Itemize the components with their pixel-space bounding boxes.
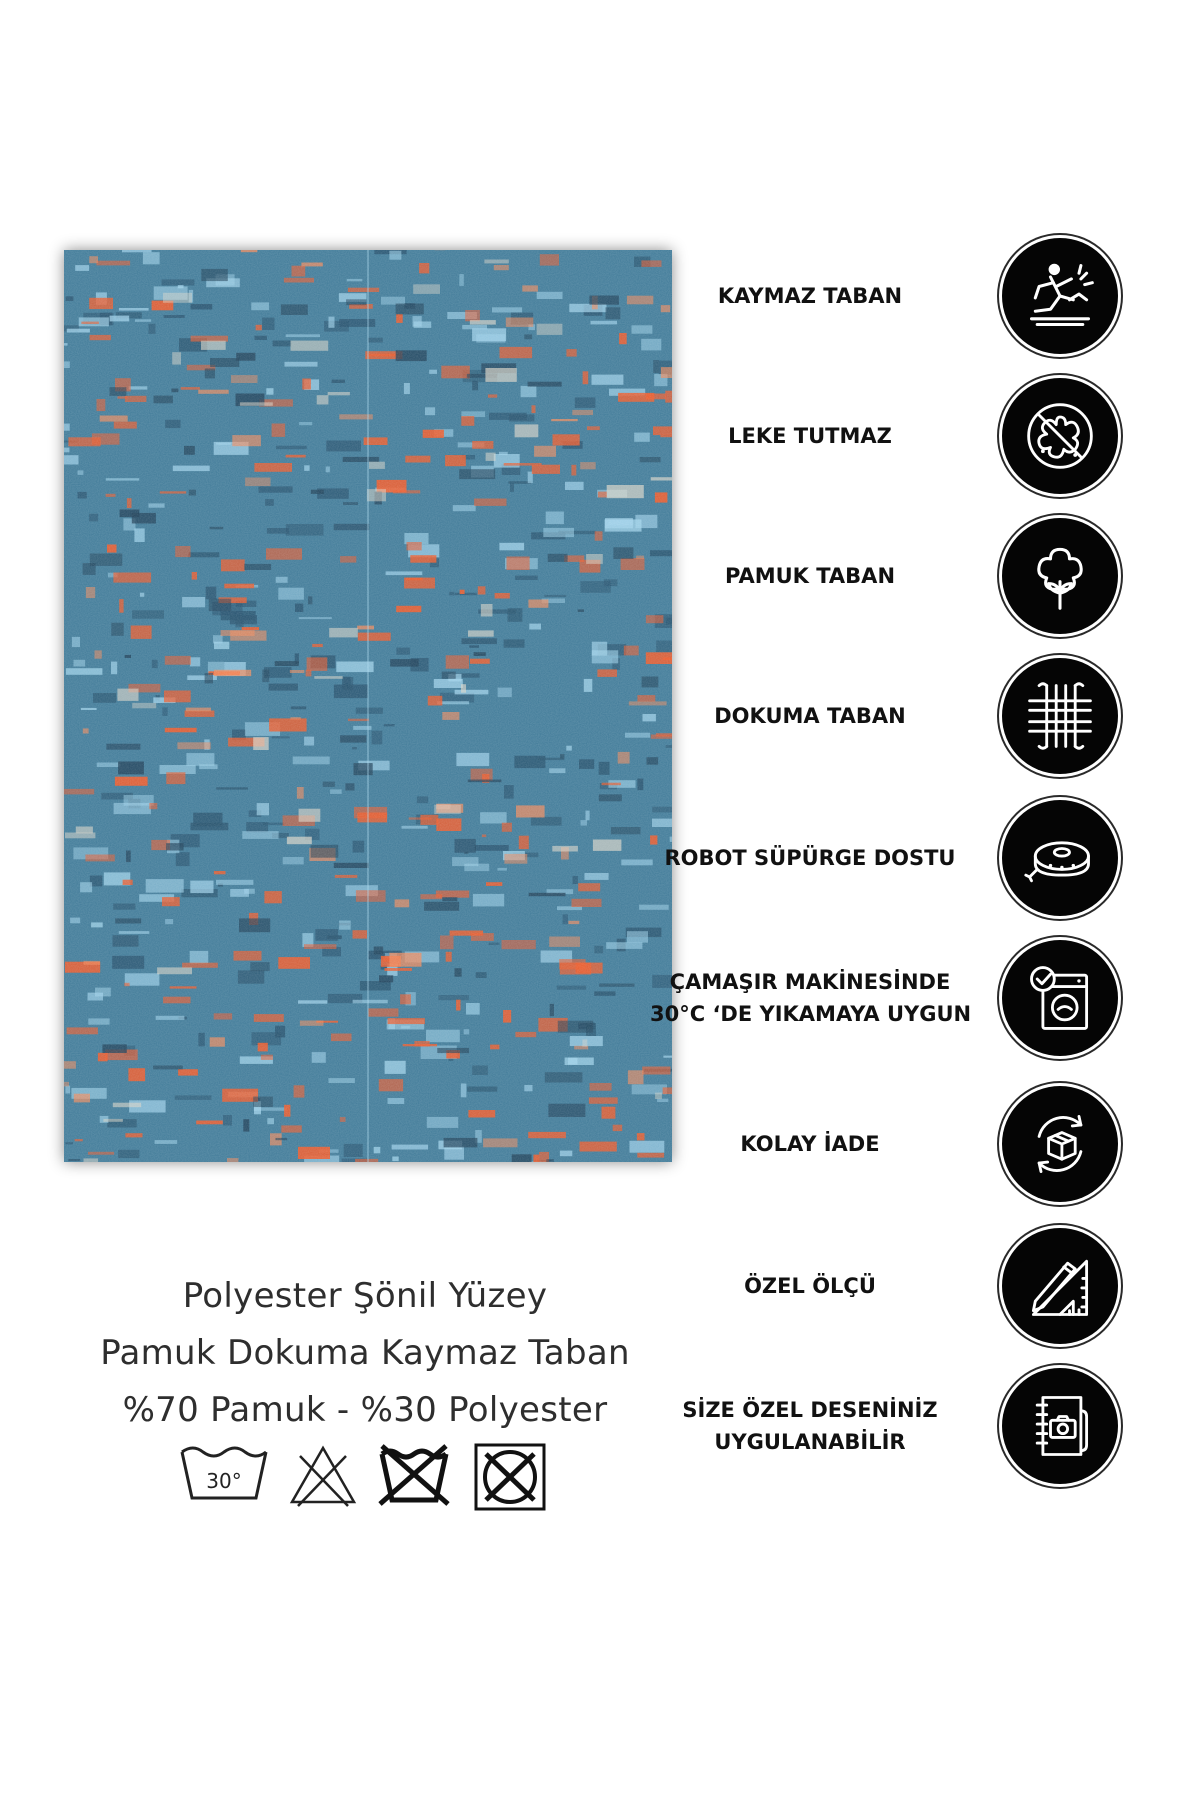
wash-30-icon xyxy=(178,1442,270,1508)
feature-label: DOKUMA TABAN xyxy=(714,704,906,728)
feature-item xyxy=(680,376,1150,496)
custom-size-icon xyxy=(1002,1228,1118,1344)
feature-item xyxy=(680,236,1150,356)
rug-pattern xyxy=(64,250,672,1162)
feature-label: KOLAY İADE xyxy=(740,1132,880,1156)
cotton-icon xyxy=(1002,518,1118,634)
robot-vacuum-icon xyxy=(1002,800,1118,916)
material-composition: %70 Pamuk - %30 Polyester xyxy=(122,1390,608,1430)
feature-item xyxy=(680,516,1150,636)
custom-pattern-icon xyxy=(1002,1368,1118,1484)
feature-item xyxy=(680,1084,1150,1204)
rug-image xyxy=(64,250,672,1162)
slip-resistant-icon xyxy=(1002,238,1118,354)
feature-item xyxy=(650,938,1150,1058)
feature-label: ÖZEL ÖLÇÜ xyxy=(744,1274,876,1298)
feature-item xyxy=(680,656,1150,776)
material-base: Pamuk Dokuma Kaymaz Taban xyxy=(100,1333,630,1373)
feature-label: ROBOT SÜPÜRGE DOSTU xyxy=(664,846,956,870)
stain-resistant-icon xyxy=(1002,378,1118,494)
feature-item xyxy=(680,1226,1150,1346)
woven-icon xyxy=(1002,658,1118,774)
material-surface: Polyester Şönil Yüzey xyxy=(182,1276,548,1316)
feature-label: ÇAMAŞIR MAKİNESİNDE 30°C ‘DE YIKAMAYA UYGUN xyxy=(650,970,972,1026)
feature-label: LEKE TUTMAZ xyxy=(728,424,892,448)
no-tumble-dry-icon xyxy=(376,1442,452,1508)
feature-label: KAYMAZ TABAN xyxy=(717,284,903,308)
no-bleach-icon xyxy=(288,1442,358,1508)
feature-label: PAMUK TABAN xyxy=(724,564,896,588)
no-dry-clean-icon xyxy=(472,1442,548,1512)
material-info xyxy=(40,1268,690,1439)
feature-label: SİZE ÖZEL DESENİNİZ UYGULANABİLİR xyxy=(682,1398,938,1454)
care-symbols xyxy=(178,1442,558,1512)
washing-machine-icon xyxy=(1002,940,1118,1056)
feature-item xyxy=(664,798,1150,918)
easy-return-icon xyxy=(1002,1086,1118,1202)
wash-temp-label: 30° xyxy=(206,1469,242,1493)
feature-item xyxy=(680,1366,1150,1486)
